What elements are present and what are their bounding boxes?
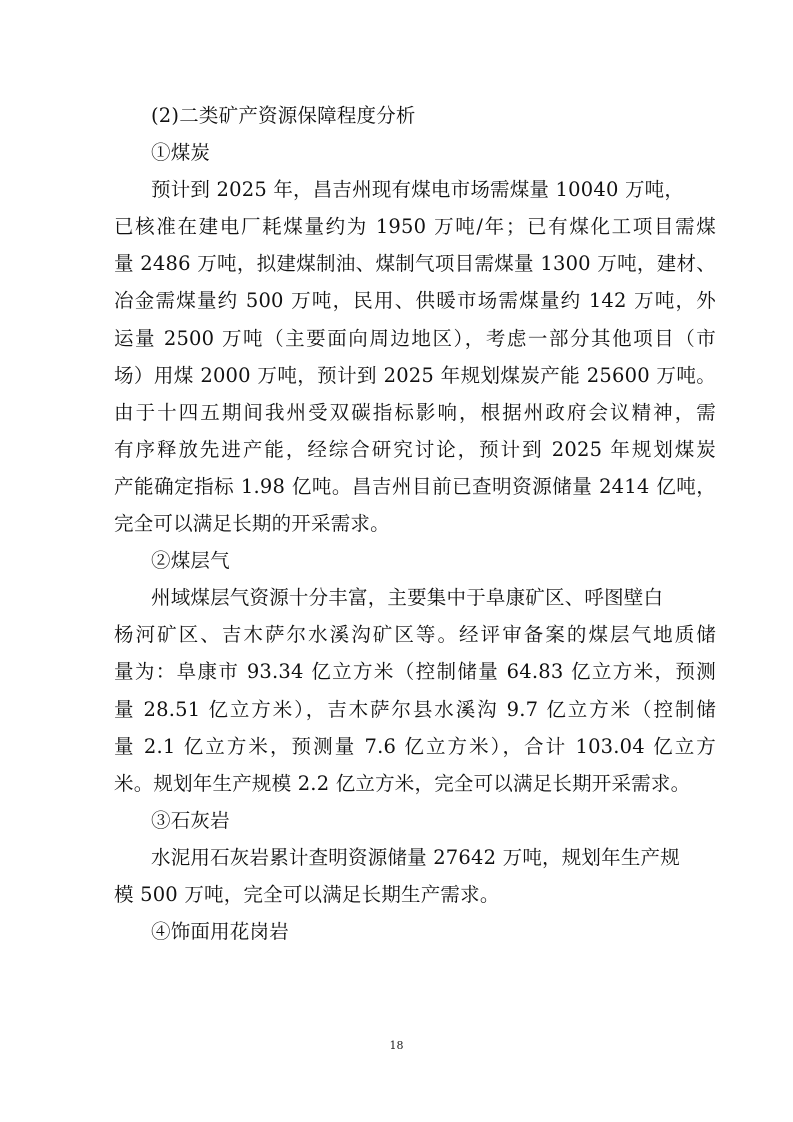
coalbed-methane-heading: ②煤层气 (151, 549, 230, 573)
granite-heading: ④饰面用花岗岩 (151, 920, 289, 944)
coal-paragraph-line: 已核准在建电厂耗煤量约为 1950 万吨/年；已有煤化工项目需煤 (114, 215, 716, 239)
coal-paragraph-line: 完全可以满足长期的开采需求。 (114, 512, 390, 536)
coal-paragraph-line: 产能确定指标 1.98 亿吨。昌吉州目前已查明资源储量 2414 亿吨， (114, 474, 716, 498)
coal-paragraph-line: 有序释放先进产能，经综合研究讨论，预计到 2025 年规划煤炭 (114, 437, 716, 461)
limestone-paragraph-line: 模 500 万吨，完全可以满足长期生产需求。 (114, 882, 500, 906)
limestone-paragraph-line: 水泥用石灰岩累计查明资源储量 27642 万吨，规划年生产规 (151, 845, 680, 869)
coalbed-methane-paragraph-line: 杨河矿区、吉木萨尔水溪沟矿区等。经评审备案的煤层气地质储 (114, 623, 716, 647)
coal-paragraph-line: 运量 2500 万吨（主要面向周边地区），考虑一部分其他项目（市 (114, 326, 716, 350)
coalbed-methane-paragraph-line: 州域煤层气资源十分丰富，主要集中于阜康矿区、呼图壁白 (151, 586, 664, 610)
page-number: 18 (389, 1039, 404, 1052)
coalbed-methane-paragraph-line: 米。规划年生产规模 2.2 亿立方米，完全可以满足长期开采需求。 (114, 771, 691, 795)
limestone-heading: ③石灰岩 (151, 808, 230, 832)
coal-paragraph-line: 场）用煤 2000 万吨，预计到 2025 年规划煤炭产能 25600 万吨。 (114, 363, 716, 387)
coalbed-methane-paragraph-line: 量 28.51 亿立方米），吉木萨尔县水溪沟 9.7 亿立方米（控制储 (114, 697, 716, 721)
coal-heading: ①煤炭 (151, 141, 211, 165)
coal-paragraph-line: 预计到 2025 年，昌吉州现有煤电市场需煤量 10040 万吨， (151, 178, 685, 202)
document-body (114, 97, 716, 950)
section-heading: (2)二类矿产资源保障程度分析 (151, 104, 416, 127)
coal-paragraph-line: 由于十四五期间我州受双碳指标影响，根据州政府会议精神，需 (114, 400, 716, 424)
coal-paragraph-line: 冶金需煤量约 500 万吨，民用、供暖市场需煤量约 142 万吨，外 (114, 289, 716, 313)
coalbed-methane-paragraph-line: 量 2.1 亿立方米，预测量 7.6 亿立方米），合计 103.04 亿立方 (114, 734, 716, 758)
coalbed-methane-paragraph-line: 量为：阜康市 93.34 亿立方米（控制储量 64.83 亿立方米，预测 (114, 660, 716, 684)
coal-paragraph-line: 量 2486 万吨，拟建煤制油、煤制气项目需煤量 1300 万吨，建材、 (114, 252, 716, 276)
